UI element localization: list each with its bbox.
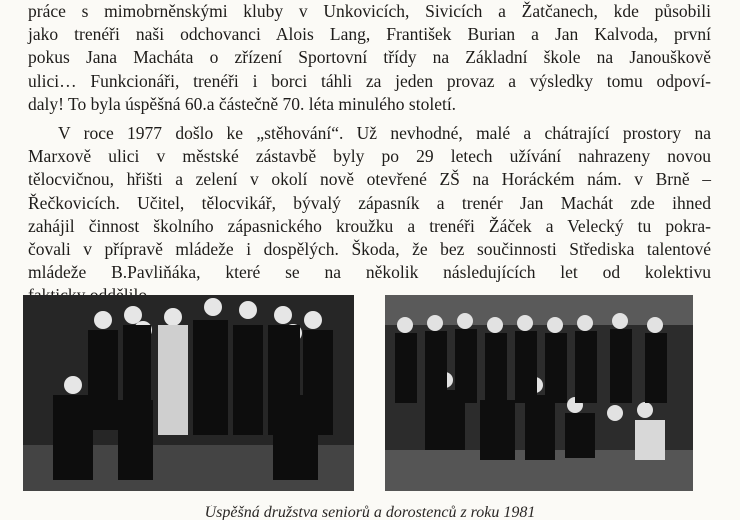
team-photo-juniors — [385, 295, 693, 491]
text-line: pokus Jana Macháta o zřízení Sportovní třídy na Základní škole na Janouškově — [28, 47, 711, 68]
text-line: Řečkovicích. Učitel, tělocvikář, bývalý zápasník a trenér Jan Machát zde ihned — [28, 192, 711, 213]
photo-caption: Úspěšná družstva seniorů a dorostenců z roku 1981 — [204, 505, 536, 520]
team-photo-seniors — [23, 295, 354, 491]
text-line: ulici… Funkcionáři, trenéři i borci táhli za jeden provaz a výsledky tomu odpoví- — [28, 70, 711, 91]
text-line: čovali v přípravě mládeže i dospělých. Škoda, že bez součinnosti Střediska talentové — [28, 239, 711, 260]
text-line: V roce 1977 došlo ke „stěhování“. Už nevhodné, malé a chátrající prostory na — [58, 123, 711, 144]
text-line: zahájil činnost školního zápasnického kroužku a trenéři Žáček a Velecký tu pokra- — [28, 215, 711, 236]
text-line: mládeže B.Pavliňáka, které se na několik následujících let od kolektivu — [28, 262, 711, 283]
text-line: jako trenéři naši odchovanci Alois Lang, František Burian a Jan Kalvoda, první — [28, 24, 711, 45]
text-line: tělocvičnou, hřišti a zelení v okolí nově otevřené ZŠ na Horáckém nám. v Brně – — [28, 169, 711, 190]
article-text — [28, 0, 711, 308]
paragraph-2 — [28, 122, 711, 308]
text-line: Marxově ulici v městské zástavbě byly po 29 letech užívání nahrazeny novou — [28, 146, 711, 167]
paragraph-1 — [28, 0, 711, 116]
text-line: práce s mimobrněnskými kluby v Unkovicích, Sivicích a Žatčanech, kde působili — [28, 1, 711, 21]
text-line: daly! To byla úspěšná 60.a částečně 70. léta minulého století. — [28, 93, 457, 114]
